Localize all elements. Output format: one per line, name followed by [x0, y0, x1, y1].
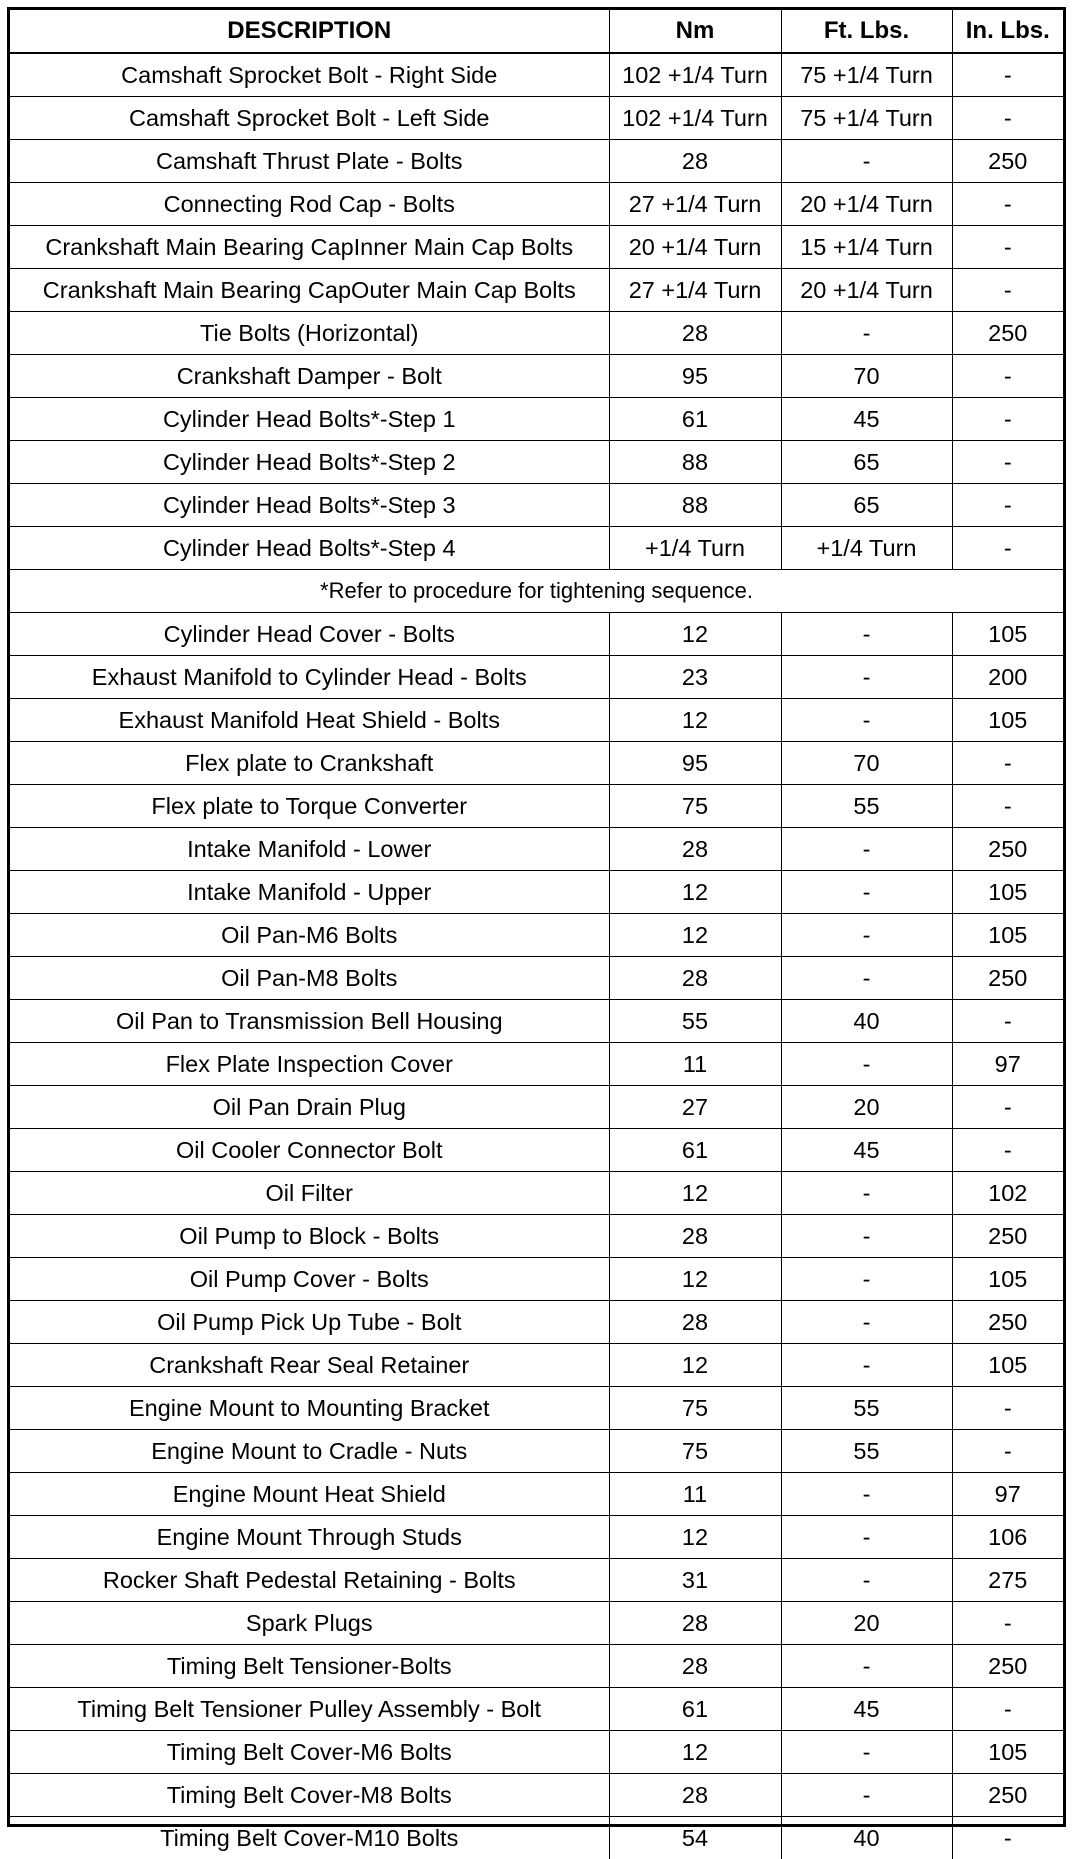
cell-in-lbs: - [952, 97, 1063, 140]
cell-description: Engine Mount Heat Shield [10, 1473, 609, 1516]
cell-in-lbs: - [952, 1387, 1063, 1430]
table-row [10, 1129, 1063, 1172]
cell-in-lbs: - [952, 183, 1063, 226]
table-row [10, 1645, 1063, 1688]
cell-nm: 95 [609, 355, 781, 398]
cell-ft-lbs: - [781, 1473, 952, 1516]
cell-ft-lbs: - [781, 1645, 952, 1688]
table-row [10, 957, 1063, 1000]
table-row [10, 527, 1063, 570]
cell-nm: 28 [609, 312, 781, 355]
cell-description: Camshaft Sprocket Bolt - Left Side [10, 97, 609, 140]
header-in-lbs: In. Lbs. [952, 10, 1063, 53]
cell-nm: 28 [609, 1301, 781, 1344]
cell-ft-lbs: - [781, 871, 952, 914]
cell-ft-lbs: - [781, 1774, 952, 1817]
cell-nm: 12 [609, 1172, 781, 1215]
table-row [10, 312, 1063, 355]
cell-in-lbs: 250 [952, 1301, 1063, 1344]
cell-description: Oil Cooler Connector Bolt [10, 1129, 609, 1172]
table-row [10, 53, 1063, 97]
cell-in-lbs: - [952, 1000, 1063, 1043]
cell-in-lbs: - [952, 53, 1063, 97]
cell-nm: 28 [609, 828, 781, 871]
cell-in-lbs: - [952, 742, 1063, 785]
cell-description: Cylinder Head Bolts*-Step 3 [10, 484, 609, 527]
table-row [10, 1817, 1063, 1859]
cell-nm: 12 [609, 1516, 781, 1559]
table-row [10, 1301, 1063, 1344]
cell-description: Cylinder Head Bolts*-Step 4 [10, 527, 609, 570]
cell-description: Cylinder Head Cover - Bolts [10, 613, 609, 656]
cell-ft-lbs: 55 [781, 785, 952, 828]
cell-in-lbs: 200 [952, 656, 1063, 699]
cell-description: Flex Plate Inspection Cover [10, 1043, 609, 1086]
table-row [10, 140, 1063, 183]
table-row [10, 97, 1063, 140]
cell-nm: 88 [609, 484, 781, 527]
cell-ft-lbs: - [781, 1344, 952, 1387]
cell-in-lbs: 105 [952, 613, 1063, 656]
cell-in-lbs: 97 [952, 1473, 1063, 1516]
cell-nm: 27 +1/4 Turn [609, 269, 781, 312]
table-row [10, 1258, 1063, 1301]
note-section [10, 570, 1063, 613]
table-row [10, 871, 1063, 914]
cell-in-lbs: 106 [952, 1516, 1063, 1559]
cell-nm: 54 [609, 1817, 781, 1859]
cell-description: Crankshaft Main Bearing CapOuter Main Cap Bolts [10, 269, 609, 312]
cell-nm: 12 [609, 1731, 781, 1774]
cell-description: Crankshaft Main Bearing CapInner Main Cap Bolts [10, 226, 609, 269]
cell-nm: 11 [609, 1473, 781, 1516]
cell-nm: 88 [609, 441, 781, 484]
table-row [10, 484, 1063, 527]
cell-description: Oil Pan-M6 Bolts [10, 914, 609, 957]
cell-nm: 12 [609, 613, 781, 656]
cell-in-lbs: 250 [952, 312, 1063, 355]
cell-in-lbs: 105 [952, 699, 1063, 742]
cell-in-lbs: - [952, 269, 1063, 312]
table-row [10, 785, 1063, 828]
cell-description: Cylinder Head Bolts*-Step 1 [10, 398, 609, 441]
table-row [10, 226, 1063, 269]
table-row [10, 1086, 1063, 1129]
table-row [10, 1688, 1063, 1731]
cell-nm: 28 [609, 1602, 781, 1645]
cell-nm: 27 +1/4 Turn [609, 183, 781, 226]
cell-description: Camshaft Thrust Plate - Bolts [10, 140, 609, 183]
table-body-before-note [10, 53, 1063, 570]
cell-in-lbs: 250 [952, 1774, 1063, 1817]
table-row [10, 1215, 1063, 1258]
cell-in-lbs: - [952, 1688, 1063, 1731]
cell-description: Oil Pan Drain Plug [10, 1086, 609, 1129]
cell-in-lbs: 105 [952, 1731, 1063, 1774]
cell-in-lbs: - [952, 527, 1063, 570]
header-row [10, 10, 1063, 53]
table-row [10, 1731, 1063, 1774]
cell-description: Connecting Rod Cap - Bolts [10, 183, 609, 226]
cell-nm: 31 [609, 1559, 781, 1602]
cell-ft-lbs: - [781, 699, 952, 742]
cell-description: Camshaft Sprocket Bolt - Right Side [10, 53, 609, 97]
cell-in-lbs: - [952, 1817, 1063, 1859]
cell-ft-lbs: - [781, 1731, 952, 1774]
table-row [10, 828, 1063, 871]
cell-ft-lbs: - [781, 1043, 952, 1086]
cell-in-lbs: 275 [952, 1559, 1063, 1602]
table-row [10, 742, 1063, 785]
cell-nm: 12 [609, 699, 781, 742]
table-row [10, 183, 1063, 226]
cell-ft-lbs: - [781, 1258, 952, 1301]
cell-ft-lbs: - [781, 957, 952, 1000]
cell-in-lbs: - [952, 1086, 1063, 1129]
cell-description: Oil Pump to Block - Bolts [10, 1215, 609, 1258]
cell-ft-lbs: 15 +1/4 Turn [781, 226, 952, 269]
cell-nm: 28 [609, 957, 781, 1000]
cell-description: Oil Pan-M8 Bolts [10, 957, 609, 1000]
cell-description: Flex plate to Crankshaft [10, 742, 609, 785]
table-row [10, 1516, 1063, 1559]
cell-ft-lbs: - [781, 828, 952, 871]
cell-in-lbs: - [952, 484, 1063, 527]
cell-nm: 12 [609, 914, 781, 957]
table-row [10, 1559, 1063, 1602]
table-row [10, 656, 1063, 699]
cell-in-lbs: 250 [952, 1215, 1063, 1258]
cell-description: Oil Pump Pick Up Tube - Bolt [10, 1301, 609, 1344]
cell-description: Engine Mount to Cradle - Nuts [10, 1430, 609, 1473]
cell-nm: 28 [609, 1774, 781, 1817]
cell-in-lbs: - [952, 1602, 1063, 1645]
cell-ft-lbs: 40 [781, 1817, 952, 1859]
cell-in-lbs: 250 [952, 140, 1063, 183]
cell-ft-lbs: +1/4 Turn [781, 527, 952, 570]
cell-description: Crankshaft Rear Seal Retainer [10, 1344, 609, 1387]
cell-nm: 12 [609, 871, 781, 914]
cell-ft-lbs: - [781, 1172, 952, 1215]
table-row [10, 1387, 1063, 1430]
cell-ft-lbs: 70 [781, 355, 952, 398]
cell-ft-lbs: - [781, 914, 952, 957]
cell-description: Exhaust Manifold Heat Shield - Bolts [10, 699, 609, 742]
cell-nm: 28 [609, 1645, 781, 1688]
cell-description: Timing Belt Cover-M10 Bolts [10, 1817, 609, 1859]
cell-ft-lbs: - [781, 1301, 952, 1344]
cell-nm: 75 [609, 1387, 781, 1430]
header-ft-lbs: Ft. Lbs. [781, 10, 952, 53]
cell-nm: 28 [609, 140, 781, 183]
cell-description: Timing Belt Cover-M6 Bolts [10, 1731, 609, 1774]
cell-nm: 102 +1/4 Turn [609, 53, 781, 97]
cell-in-lbs: - [952, 1430, 1063, 1473]
cell-ft-lbs: 70 [781, 742, 952, 785]
table-row [10, 441, 1063, 484]
cell-in-lbs: 102 [952, 1172, 1063, 1215]
tightening-sequence-note: *Refer to procedure for tightening sequence. [10, 570, 1063, 613]
cell-ft-lbs: 20 +1/4 Turn [781, 183, 952, 226]
cell-in-lbs: 105 [952, 914, 1063, 957]
cell-ft-lbs: - [781, 613, 952, 656]
cell-nm: 75 [609, 785, 781, 828]
cell-ft-lbs: 75 +1/4 Turn [781, 97, 952, 140]
cell-nm: 61 [609, 398, 781, 441]
cell-nm: 102 +1/4 Turn [609, 97, 781, 140]
table-row [10, 699, 1063, 742]
header-description: DESCRIPTION [10, 10, 609, 53]
cell-nm: 11 [609, 1043, 781, 1086]
cell-ft-lbs: 65 [781, 484, 952, 527]
cell-ft-lbs: 20 [781, 1602, 952, 1645]
table-row [10, 1774, 1063, 1817]
cell-ft-lbs: 20 [781, 1086, 952, 1129]
cell-description: Spark Plugs [10, 1602, 609, 1645]
cell-nm: 23 [609, 656, 781, 699]
cell-nm: 20 +1/4 Turn [609, 226, 781, 269]
cell-ft-lbs: 65 [781, 441, 952, 484]
cell-nm: 27 [609, 1086, 781, 1129]
cell-nm: 75 [609, 1430, 781, 1473]
cell-ft-lbs: - [781, 1559, 952, 1602]
cell-description: Flex plate to Torque Converter [10, 785, 609, 828]
cell-ft-lbs: - [781, 656, 952, 699]
cell-ft-lbs: 75 +1/4 Turn [781, 53, 952, 97]
cell-description: Oil Filter [10, 1172, 609, 1215]
cell-nm: +1/4 Turn [609, 527, 781, 570]
cell-description: Oil Pump Cover - Bolts [10, 1258, 609, 1301]
cell-in-lbs: - [952, 1129, 1063, 1172]
cell-ft-lbs: - [781, 1215, 952, 1258]
cell-ft-lbs: 40 [781, 1000, 952, 1043]
cell-nm: 28 [609, 1215, 781, 1258]
cell-description: Timing Belt Tensioner-Bolts [10, 1645, 609, 1688]
cell-nm: 61 [609, 1129, 781, 1172]
cell-description: Exhaust Manifold to Cylinder Head - Bolts [10, 656, 609, 699]
table-body-after-note [10, 613, 1063, 1859]
table-row [10, 1043, 1063, 1086]
cell-description: Tie Bolts (Horizontal) [10, 312, 609, 355]
cell-ft-lbs: 45 [781, 398, 952, 441]
cell-in-lbs: 250 [952, 957, 1063, 1000]
table-row [10, 269, 1063, 312]
table-row [10, 1430, 1063, 1473]
table-row [10, 355, 1063, 398]
cell-in-lbs: - [952, 398, 1063, 441]
cell-ft-lbs: 45 [781, 1129, 952, 1172]
cell-in-lbs: - [952, 785, 1063, 828]
cell-ft-lbs: - [781, 1516, 952, 1559]
cell-description: Engine Mount Through Studs [10, 1516, 609, 1559]
cell-description: Timing Belt Tensioner Pulley Assembly - Bolt [10, 1688, 609, 1731]
torque-table [10, 10, 1063, 1859]
cell-description: Timing Belt Cover-M8 Bolts [10, 1774, 609, 1817]
note-row [10, 570, 1063, 613]
cell-nm: 12 [609, 1344, 781, 1387]
table-row [10, 914, 1063, 957]
table-row [10, 1344, 1063, 1387]
cell-in-lbs: 105 [952, 871, 1063, 914]
cell-description: Crankshaft Damper - Bolt [10, 355, 609, 398]
cell-ft-lbs: - [781, 140, 952, 183]
cell-in-lbs: 105 [952, 1344, 1063, 1387]
cell-in-lbs: 250 [952, 1645, 1063, 1688]
cell-description: Oil Pan to Transmission Bell Housing [10, 1000, 609, 1043]
cell-description: Intake Manifold - Lower [10, 828, 609, 871]
cell-ft-lbs: 45 [781, 1688, 952, 1731]
cell-nm: 12 [609, 1258, 781, 1301]
cell-ft-lbs: 55 [781, 1387, 952, 1430]
cell-nm: 55 [609, 1000, 781, 1043]
table-row [10, 1473, 1063, 1516]
cell-ft-lbs: 20 +1/4 Turn [781, 269, 952, 312]
cell-in-lbs: 97 [952, 1043, 1063, 1086]
cell-in-lbs: - [952, 355, 1063, 398]
header-nm: Nm [609, 10, 781, 53]
cell-in-lbs: - [952, 441, 1063, 484]
torque-specification-table [7, 7, 1066, 1827]
table-row [10, 1000, 1063, 1043]
cell-nm: 61 [609, 1688, 781, 1731]
cell-nm: 95 [609, 742, 781, 785]
cell-description: Cylinder Head Bolts*-Step 2 [10, 441, 609, 484]
cell-in-lbs: 105 [952, 1258, 1063, 1301]
cell-ft-lbs: - [781, 312, 952, 355]
table-row [10, 613, 1063, 656]
cell-in-lbs: - [952, 226, 1063, 269]
cell-description: Rocker Shaft Pedestal Retaining - Bolts [10, 1559, 609, 1602]
cell-in-lbs: 250 [952, 828, 1063, 871]
table-row [10, 398, 1063, 441]
cell-ft-lbs: 55 [781, 1430, 952, 1473]
table-row [10, 1602, 1063, 1645]
cell-description: Engine Mount to Mounting Bracket [10, 1387, 609, 1430]
table-row [10, 1172, 1063, 1215]
cell-description: Intake Manifold - Upper [10, 871, 609, 914]
